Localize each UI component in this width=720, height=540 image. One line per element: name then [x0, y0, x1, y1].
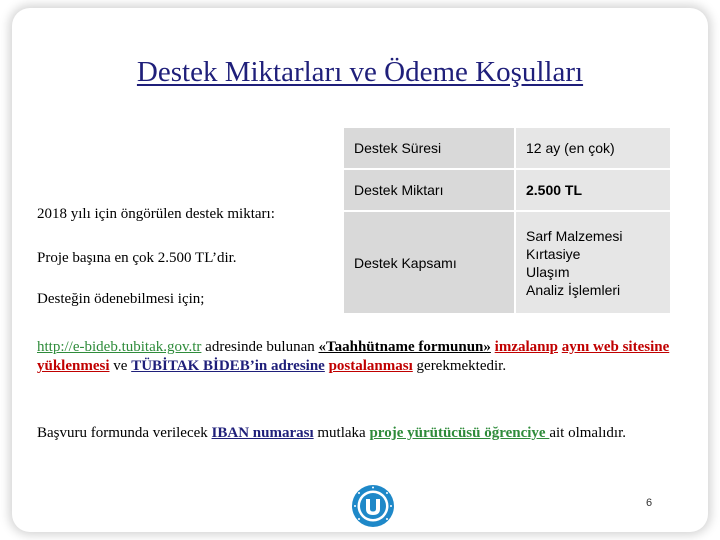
form-name: «Taahhütname formunun» — [318, 339, 491, 355]
row-label: Destek Kapsamı — [344, 211, 515, 313]
address-text: TÜBİTAK BİDEB’in adresine — [131, 358, 325, 374]
payment-condition-intro: Desteğin ödenebilmesi için; — [37, 291, 205, 307]
slide-title: Destek Miktarları ve Ödeme Koşulları — [136, 56, 584, 88]
value-line: 12 ay (en çok) — [526, 140, 615, 156]
student-text: proje yürütücüsü öğrenciye — [369, 425, 550, 441]
text-segment: mutlaka — [313, 425, 370, 441]
table-row-amount — [344, 169, 670, 211]
text-segment: ve — [109, 358, 132, 374]
iban-paragraph — [37, 424, 687, 443]
payment-requirements-paragraph — [37, 338, 687, 376]
row-value — [515, 128, 670, 169]
text-segment: ait olmalıdır. — [549, 425, 626, 441]
value-line: 2.500 TL — [526, 182, 583, 198]
signed-text: imzalanıp — [494, 339, 558, 355]
uploaded-text: aynı web sitesine yüklenmesi — [37, 339, 670, 374]
posted-text: postalanması — [328, 358, 413, 374]
row-label: Destek Süresi — [344, 128, 515, 169]
row-label: Destek Miktarı — [344, 169, 515, 211]
table-row-duration — [344, 128, 670, 169]
text-segment: adresinde bulunan — [201, 339, 319, 355]
value-line: Sarf Malzemesi — [526, 227, 623, 244]
value-line: Ulaşım — [526, 263, 570, 280]
text-segment: Başvuru formunda verilecek — [37, 425, 212, 441]
value-line: Analiz İşlemleri — [526, 281, 621, 298]
support-amount-intro: 2018 yılı için öngörülen destek miktarı: — [37, 206, 275, 222]
row-value — [515, 169, 670, 211]
text-segment: gerekmektedir. — [412, 358, 507, 374]
value-line: Kırtasiye — [526, 245, 581, 262]
row-value — [515, 211, 670, 313]
bideb-link[interactable]: http://e-bideb.tubitak.gov.tr — [37, 339, 202, 355]
support-info-table — [344, 128, 670, 313]
support-amount-text: Proje başına en çok 2.500 TL’dir. — [37, 250, 237, 266]
table-row-scope — [344, 211, 670, 313]
university-logo-icon — [351, 484, 395, 528]
iban-text: IBAN numarası — [211, 425, 314, 441]
page-number: 6 — [646, 497, 653, 509]
